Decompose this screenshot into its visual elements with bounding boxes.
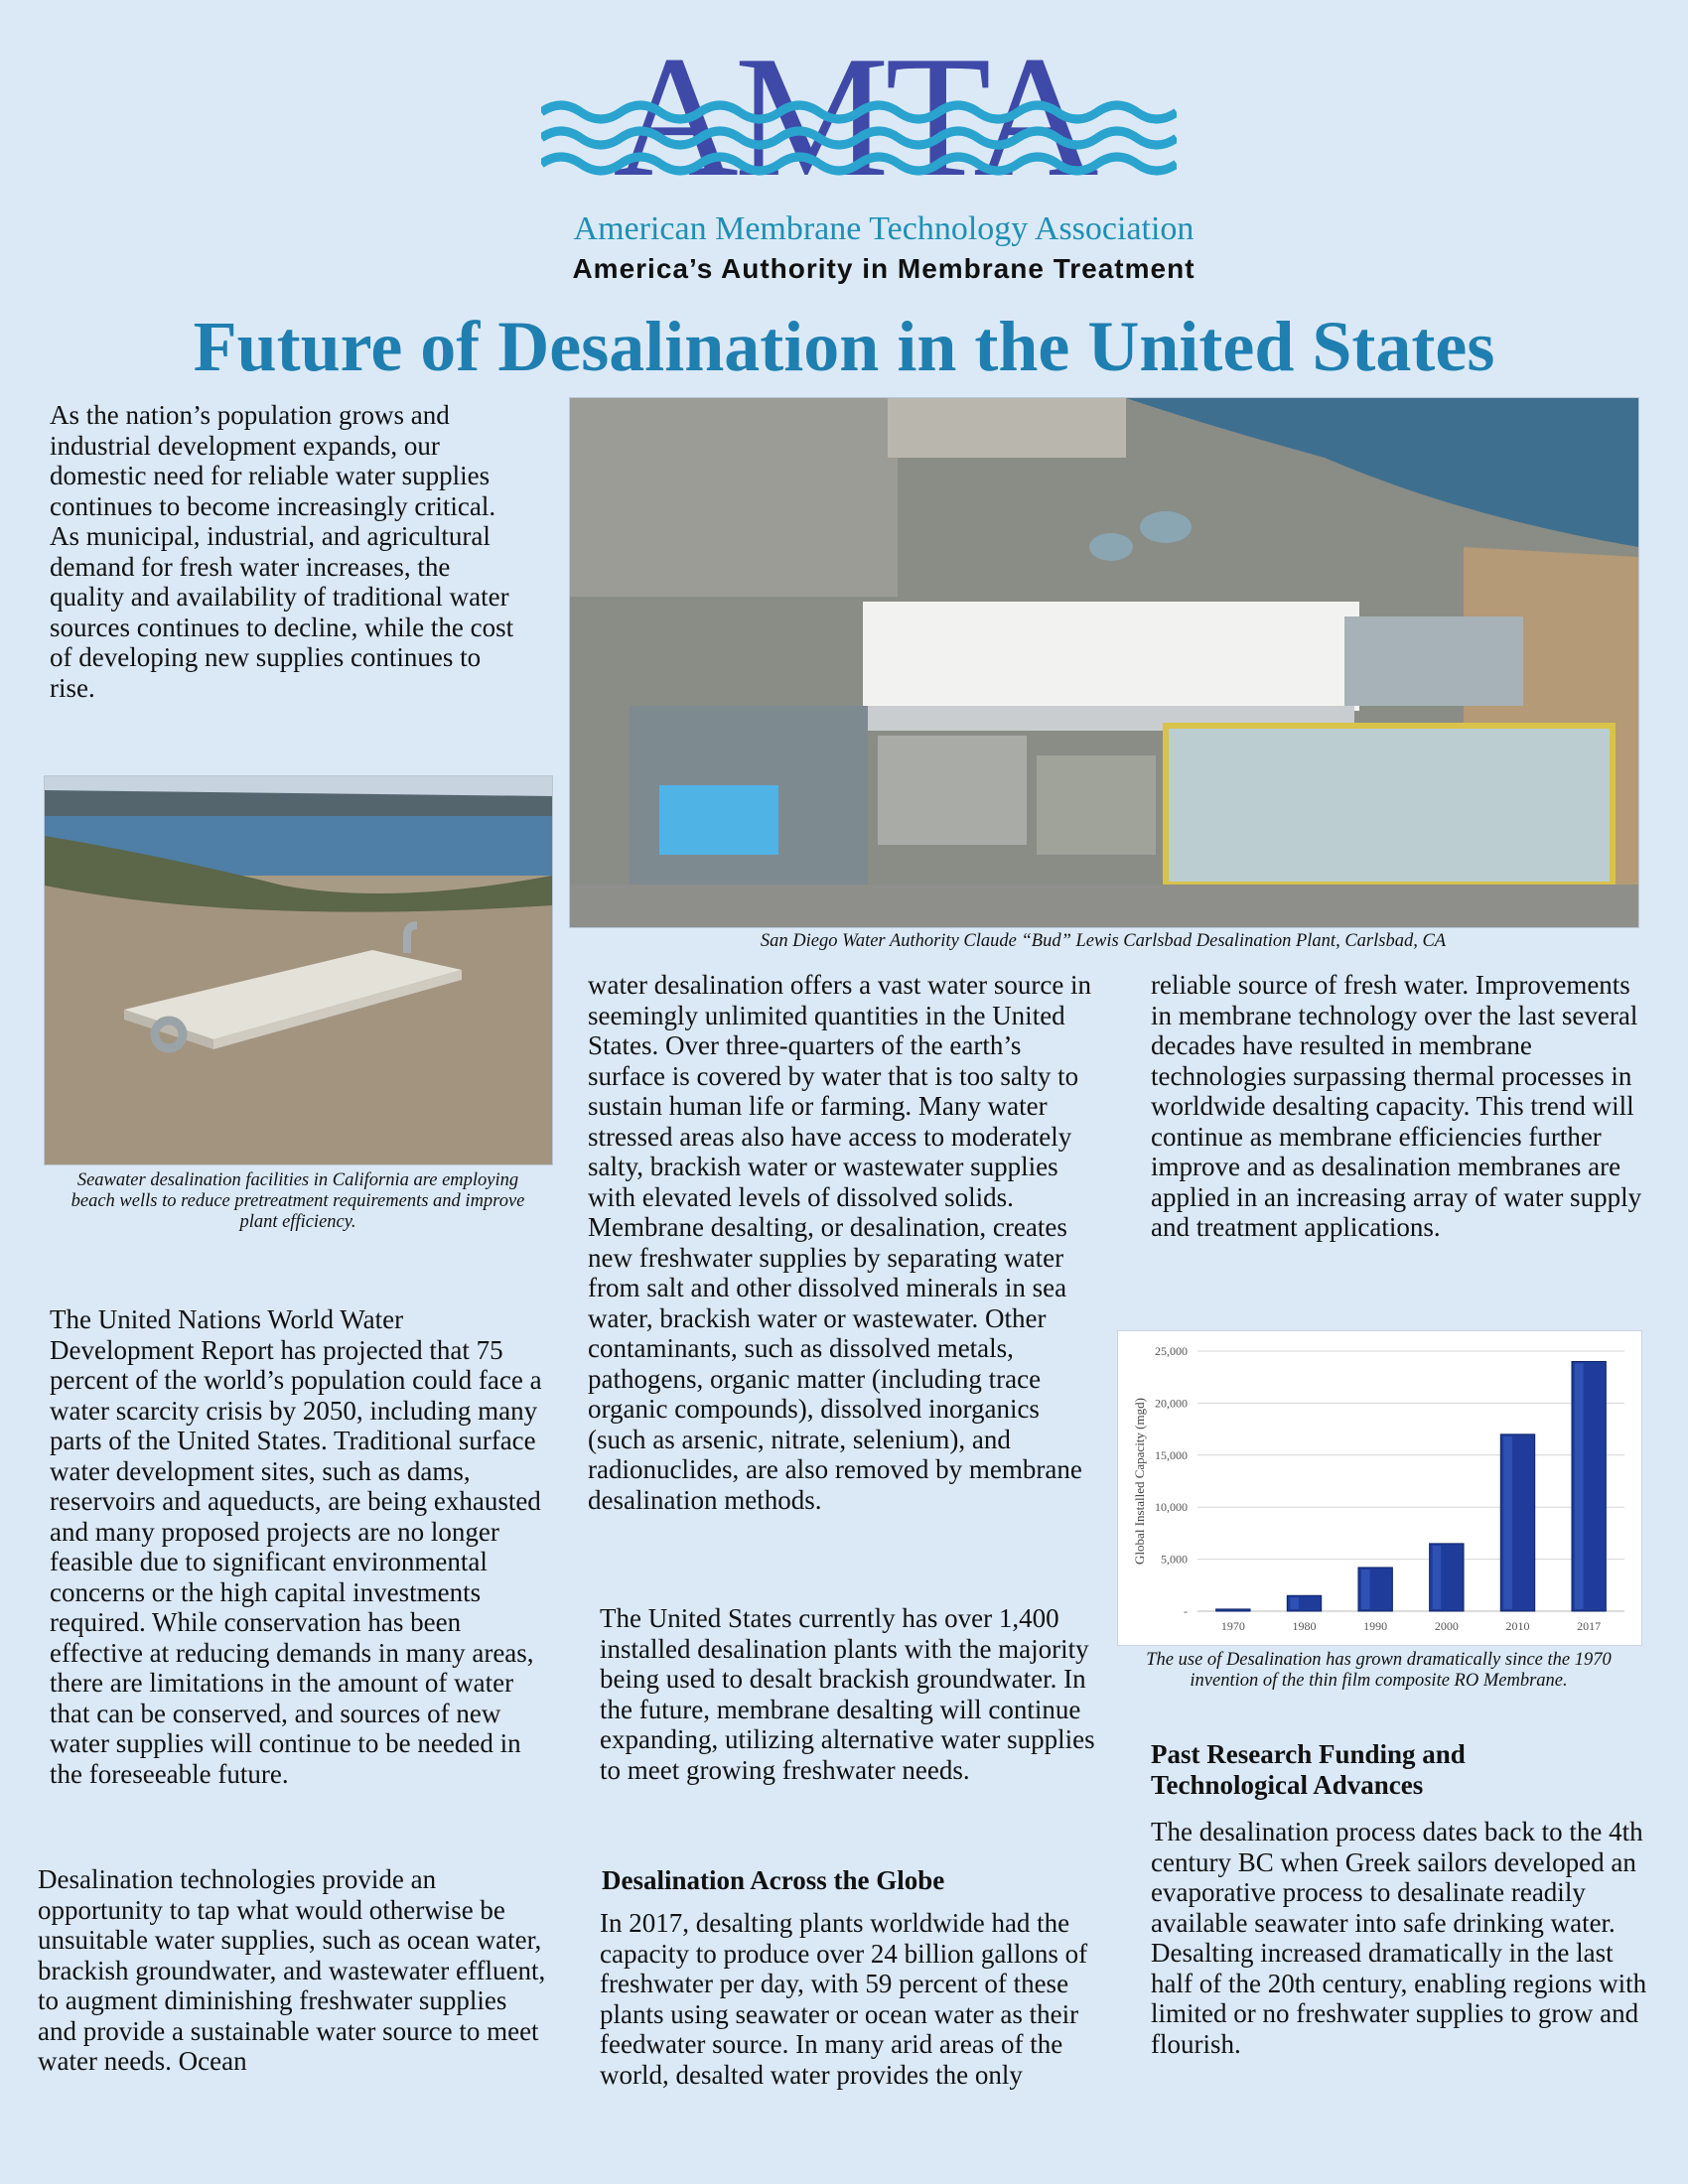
x-tick-label: 2010 — [1505, 1619, 1530, 1633]
y-tick-label: 15,000 — [1155, 1447, 1188, 1462]
y-tick-label: 20,000 — [1155, 1396, 1188, 1411]
desalination-technologies-paragraph: Desalination technologies provide an opportunity to tap what would otherwise be unsuitable water supplies, such as ocean water, brackish groundwater, and wastewater effluent, to augment diminishing freshwater supplies and provide a sustainable water source to meet water needs. Ocean — [38, 1864, 546, 2076]
association-name: American Membrane Technology Association — [573, 210, 1195, 247]
chart-bar-highlight — [1575, 1363, 1584, 1609]
logo-letters: AMTA — [613, 20, 1095, 212]
past-research-heading: Past Research Funding and Technological Advances — [1151, 1739, 1466, 1800]
page-title: Future of Desalination in the United States — [193, 307, 1495, 386]
capacity-chart-svg — [1118, 1331, 1641, 1645]
x-tick-label: 2000 — [1434, 1619, 1459, 1633]
beach-photo-caption: Seawater desalination facilities in California are employing beach wells to reduce pretreatment requirements and improve plant efficiency. — [70, 1170, 525, 1232]
desalination-plant-photo — [569, 397, 1639, 928]
y-axis-label: Global Installed Capacity (mgd) — [1132, 1398, 1147, 1565]
chart-bar — [1216, 1609, 1250, 1611]
global-capacity-paragraph: In 2017, desalting plants worldwide had the capacity to produce over 24 billion gallons of freshwater per day, with 59 percent of these plants using seawater or ocean water as their feedwater source. In many arid areas of the world, desalted water provides the only — [600, 1908, 1088, 2090]
x-tick-label: 1970 — [1220, 1619, 1245, 1633]
chart-bar-highlight — [1433, 1546, 1442, 1609]
us-plants-paragraph: The United States currently has over 1,400 installed desalination plants with the majority being used to desalt brackish groundwater. In the future, membrane desalting will continue expanding, utilizing alternative water supplies to meet growing freshwater needs. — [600, 1603, 1095, 1785]
x-tick-label: 1980 — [1292, 1619, 1317, 1633]
chart-caption: The use of Desalination has grown dramatically since the 1970 invention of the thin film composite RO Membrane. — [1146, 1650, 1612, 1691]
y-tick-label: 10,000 — [1155, 1500, 1188, 1515]
chart-bar-highlight — [1290, 1597, 1299, 1609]
x-tick-label: 2017 — [1577, 1619, 1602, 1633]
y-tick-label: - — [1184, 1604, 1188, 1618]
plant-photo-caption: San Diego Water Authority Claude “Bud” Lewis Carlsbad Desalination Plant, Carlsbad, CA — [760, 931, 1447, 951]
capacity-chart — [1117, 1330, 1642, 1646]
globe-section-heading: Desalination Across the Globe — [602, 1865, 945, 1895]
y-tick-label: 25,000 — [1155, 1344, 1188, 1358]
membrane-improvements-paragraph: reliable source of fresh water. Improvements in membrane technology over the last several decades have resulted in membrane technologies surpassing thermal processes in worldwide desalting capacity. This trend will continue as membrane efficiencies further improve and as desalination membranes are applied in an increasing array of water supply and treatment applications. — [1151, 970, 1642, 1242]
y-tick-label: 5,000 — [1161, 1552, 1188, 1567]
un-report-paragraph: The United Nations World Water Development Report has projected that 75 percent of the world’s population could face a water scarcity crisis by 2050, including many parts of the United States. Traditional surface water development sites, such as dams, reservoirs and aqueducts, are being exhausted and many proposed projects are no longer feasible due to significant environmental concerns or the high capital investments required. While conservation has been effective at reducing demands in many areas, there are limitations in the amount of water that can be conserved, and sources of new water supplies will continue to be needed in the foreseeable future. — [50, 1304, 542, 1789]
ocean-desalination-paragraph: water desalination offers a vast water source in seemingly unlimited quantities in the United States. Over three-quarters of the earth’s surface is covered by water that is too salty to sustain human life or farming. Many water stressed areas also have access to moderately salty, brackish water or wastewater supplies with elevated levels of dissolved solids. Membrane desalting, or desalination, creates new freshwater supplies by separating water from salt and other dissolved minerals in sea water, brackish water or wastewater. Other contaminants, such as dissolved metals, pathogens, organic matter (including trace organic compounds), dissolved inorganics (such as arsenic, nitrate, selenium), and radionuclides, are also removed by membrane desalination methods. — [588, 970, 1092, 1515]
chart-bar-highlight — [1503, 1436, 1512, 1609]
history-paragraph: The desalination process dates back to the 4th century BC when Greek sailors developed an evaporative process to desalinate readily available seawater into safe drinking water. Desalting increased dramatically in the last half of the 20th century, enabling regions with limited or no freshwater supplies to grow and flourish. — [1151, 1817, 1647, 2059]
intro-paragraph: As the nation’s population grows and industrial development expands, our domestic need for reliable water supplies continues to become increasingly critical. As municipal, industrial, and agricultural demand for fresh water increases, the quality and availability of traditional water sources continues to decline, while the cost of developing new supplies continues to rise. — [50, 400, 514, 703]
tagline: America’s Authority in Membrane Treatment — [572, 253, 1196, 284]
x-tick-label: 1990 — [1363, 1619, 1388, 1633]
beach-well-photo — [44, 775, 553, 1165]
logo-waves-icon — [541, 94, 1177, 194]
chart-bar-highlight — [1361, 1570, 1370, 1609]
